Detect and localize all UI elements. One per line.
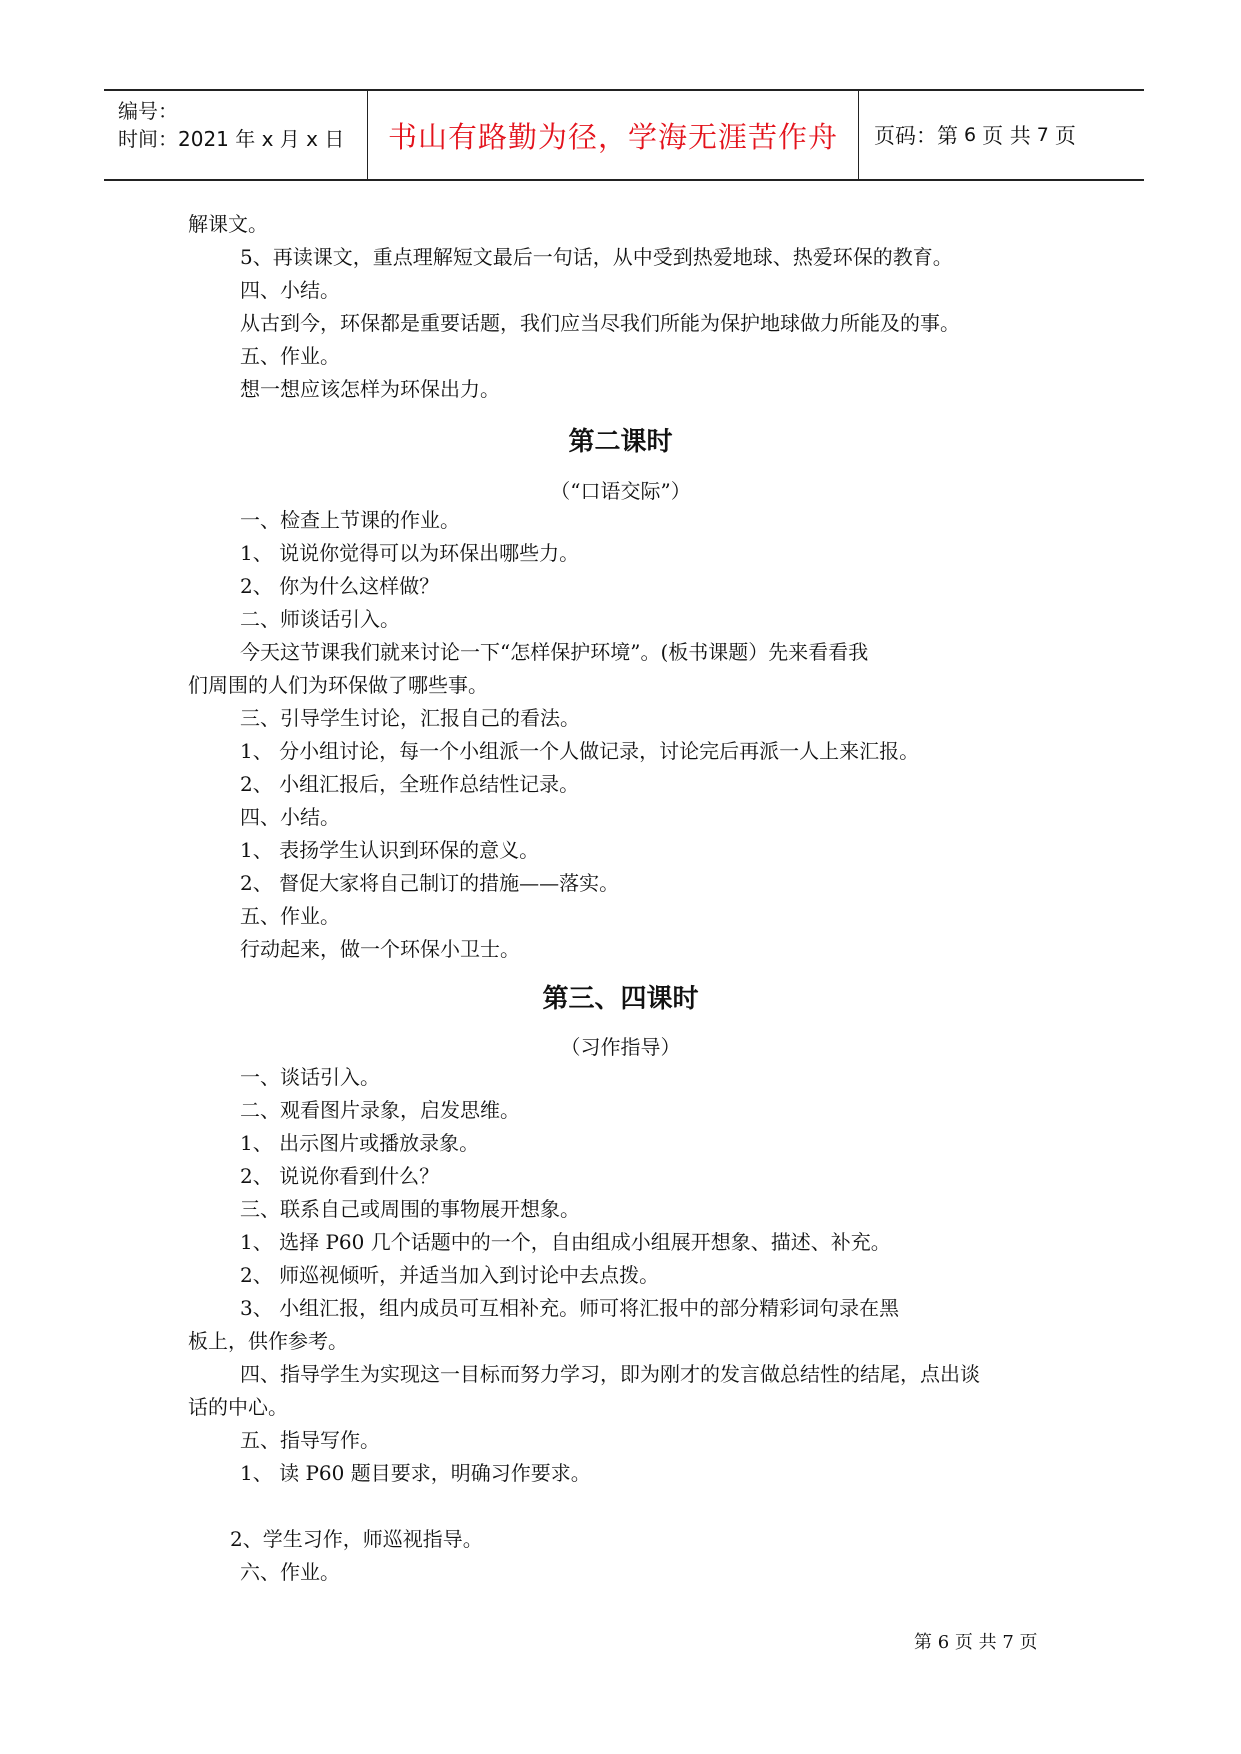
- paragraph-line: 1、 分小组讨论，每一个小组派一个人做记录，讨论完后再派一人上来汇报。: [240, 739, 920, 763]
- section-subtitle: （习作指导）: [560, 1035, 681, 1059]
- paragraph-line: 5、再读课文，重点理解短文最后一句话，从中受到热爱地球、热爱环保的教育。: [240, 245, 953, 269]
- paragraph-line: 2、 师巡视倾听，并适当加入到讨论中去点拨。: [240, 1263, 660, 1287]
- paragraph-line: 2、 小组汇报后，全班作总结性记录。: [240, 772, 580, 796]
- section-title: 第二课时: [568, 427, 673, 457]
- paragraph-line: 板上，供作参考。: [188, 1329, 348, 1353]
- paragraph-line: 2、 督促大家将自己制订的措施——落实。: [240, 871, 620, 895]
- header-divider: [858, 91, 859, 179]
- page-mid: 页 共: [982, 124, 1031, 148]
- paragraph-line: 行动起来，做一个环保小卫士。: [240, 937, 520, 961]
- page-prefix: 页码：第: [874, 124, 958, 148]
- paragraph-line: 四、小结。: [240, 278, 340, 302]
- paragraph-line: 们周围的人们为环保做了哪些事。: [188, 673, 488, 697]
- paragraph-line: 五、作业。: [240, 344, 340, 368]
- header-page-info: [874, 91, 1076, 179]
- paragraph-line: 3、 小组汇报，组内成员可互相补充。师可将汇报中的部分精彩词句录在黑: [240, 1296, 900, 1320]
- paragraph-line: 三、联系自己或周围的事物展开想象。: [240, 1197, 580, 1221]
- paragraph-line: 2、 你为什么这样做？: [240, 574, 440, 598]
- paragraph-line: 二、观看图片录象，启发思维。: [240, 1098, 520, 1122]
- paragraph-line: 今天这节课我们就来讨论一下“怎样保护环境”。(板书课题）先来看看我: [240, 640, 869, 664]
- paragraph-line: 2、 说说你看到什么？: [240, 1164, 440, 1188]
- serial-number-label: 编号：: [118, 99, 178, 123]
- paragraph-line: 2、学生习作，师巡视指导。: [230, 1527, 483, 1551]
- page-total: 7: [1036, 124, 1049, 146]
- paragraph-line: 四、小结。: [240, 805, 340, 829]
- paragraph-line: 1、 出示图片或播放录象。: [240, 1131, 480, 1155]
- page-header: [104, 89, 1144, 181]
- paragraph-line: 一、谈话引入。: [240, 1065, 380, 1089]
- paragraph-line: 五、指导写作。: [240, 1428, 380, 1452]
- paragraph-line: 一、检查上节课的作业。: [240, 508, 460, 532]
- paragraph-line: 话的中心。: [188, 1395, 288, 1419]
- paragraph-line: 想一想应该怎样为环保出力。: [240, 377, 500, 401]
- paragraph-line: 四、指导学生为实现这一目标而努力学习，即为刚才的发言做总结性的结尾，点出谈: [240, 1362, 980, 1386]
- paragraph-line: 1、 说说你觉得可以为环保出哪些力。: [240, 541, 580, 565]
- paragraph-line: 1、 选择 P60 几个话题中的一个，自由组成小组展开想象、描述、补充。: [240, 1230, 891, 1254]
- paragraph-line: 解课文。: [188, 212, 268, 236]
- page-number: 6: [964, 124, 977, 146]
- paragraph-line: 三、引导学生讨论，汇报自己的看法。: [240, 706, 580, 730]
- header-left-info: [118, 97, 344, 153]
- paragraph-line: 1、 表扬学生认识到环保的意义。: [240, 838, 540, 862]
- paragraph-line: 二、师谈话引入。: [240, 607, 400, 631]
- time-label: 时间：2021 年 x 月 x 日: [118, 127, 345, 151]
- section-title: 第三、四课时: [542, 984, 699, 1014]
- paragraph-line: 从古到今，环保都是重要话题，我们应当尽我们所能为保护地球做力所能及的事。: [240, 311, 960, 335]
- paragraph-line: 五、作业。: [240, 904, 340, 928]
- paragraph-line: 1、 读 P60 题目要求，明确习作要求。: [240, 1461, 591, 1485]
- page-suffix: 页: [1054, 124, 1076, 148]
- paragraph-line: 六、作业。: [240, 1560, 340, 1584]
- header-motto: 书山有路勤为径，学海无涯苦作舟: [387, 119, 838, 154]
- page-footer: 第 6 页 共 7 页: [914, 1632, 1038, 1653]
- section-subtitle: （“口语交际”）: [550, 479, 691, 503]
